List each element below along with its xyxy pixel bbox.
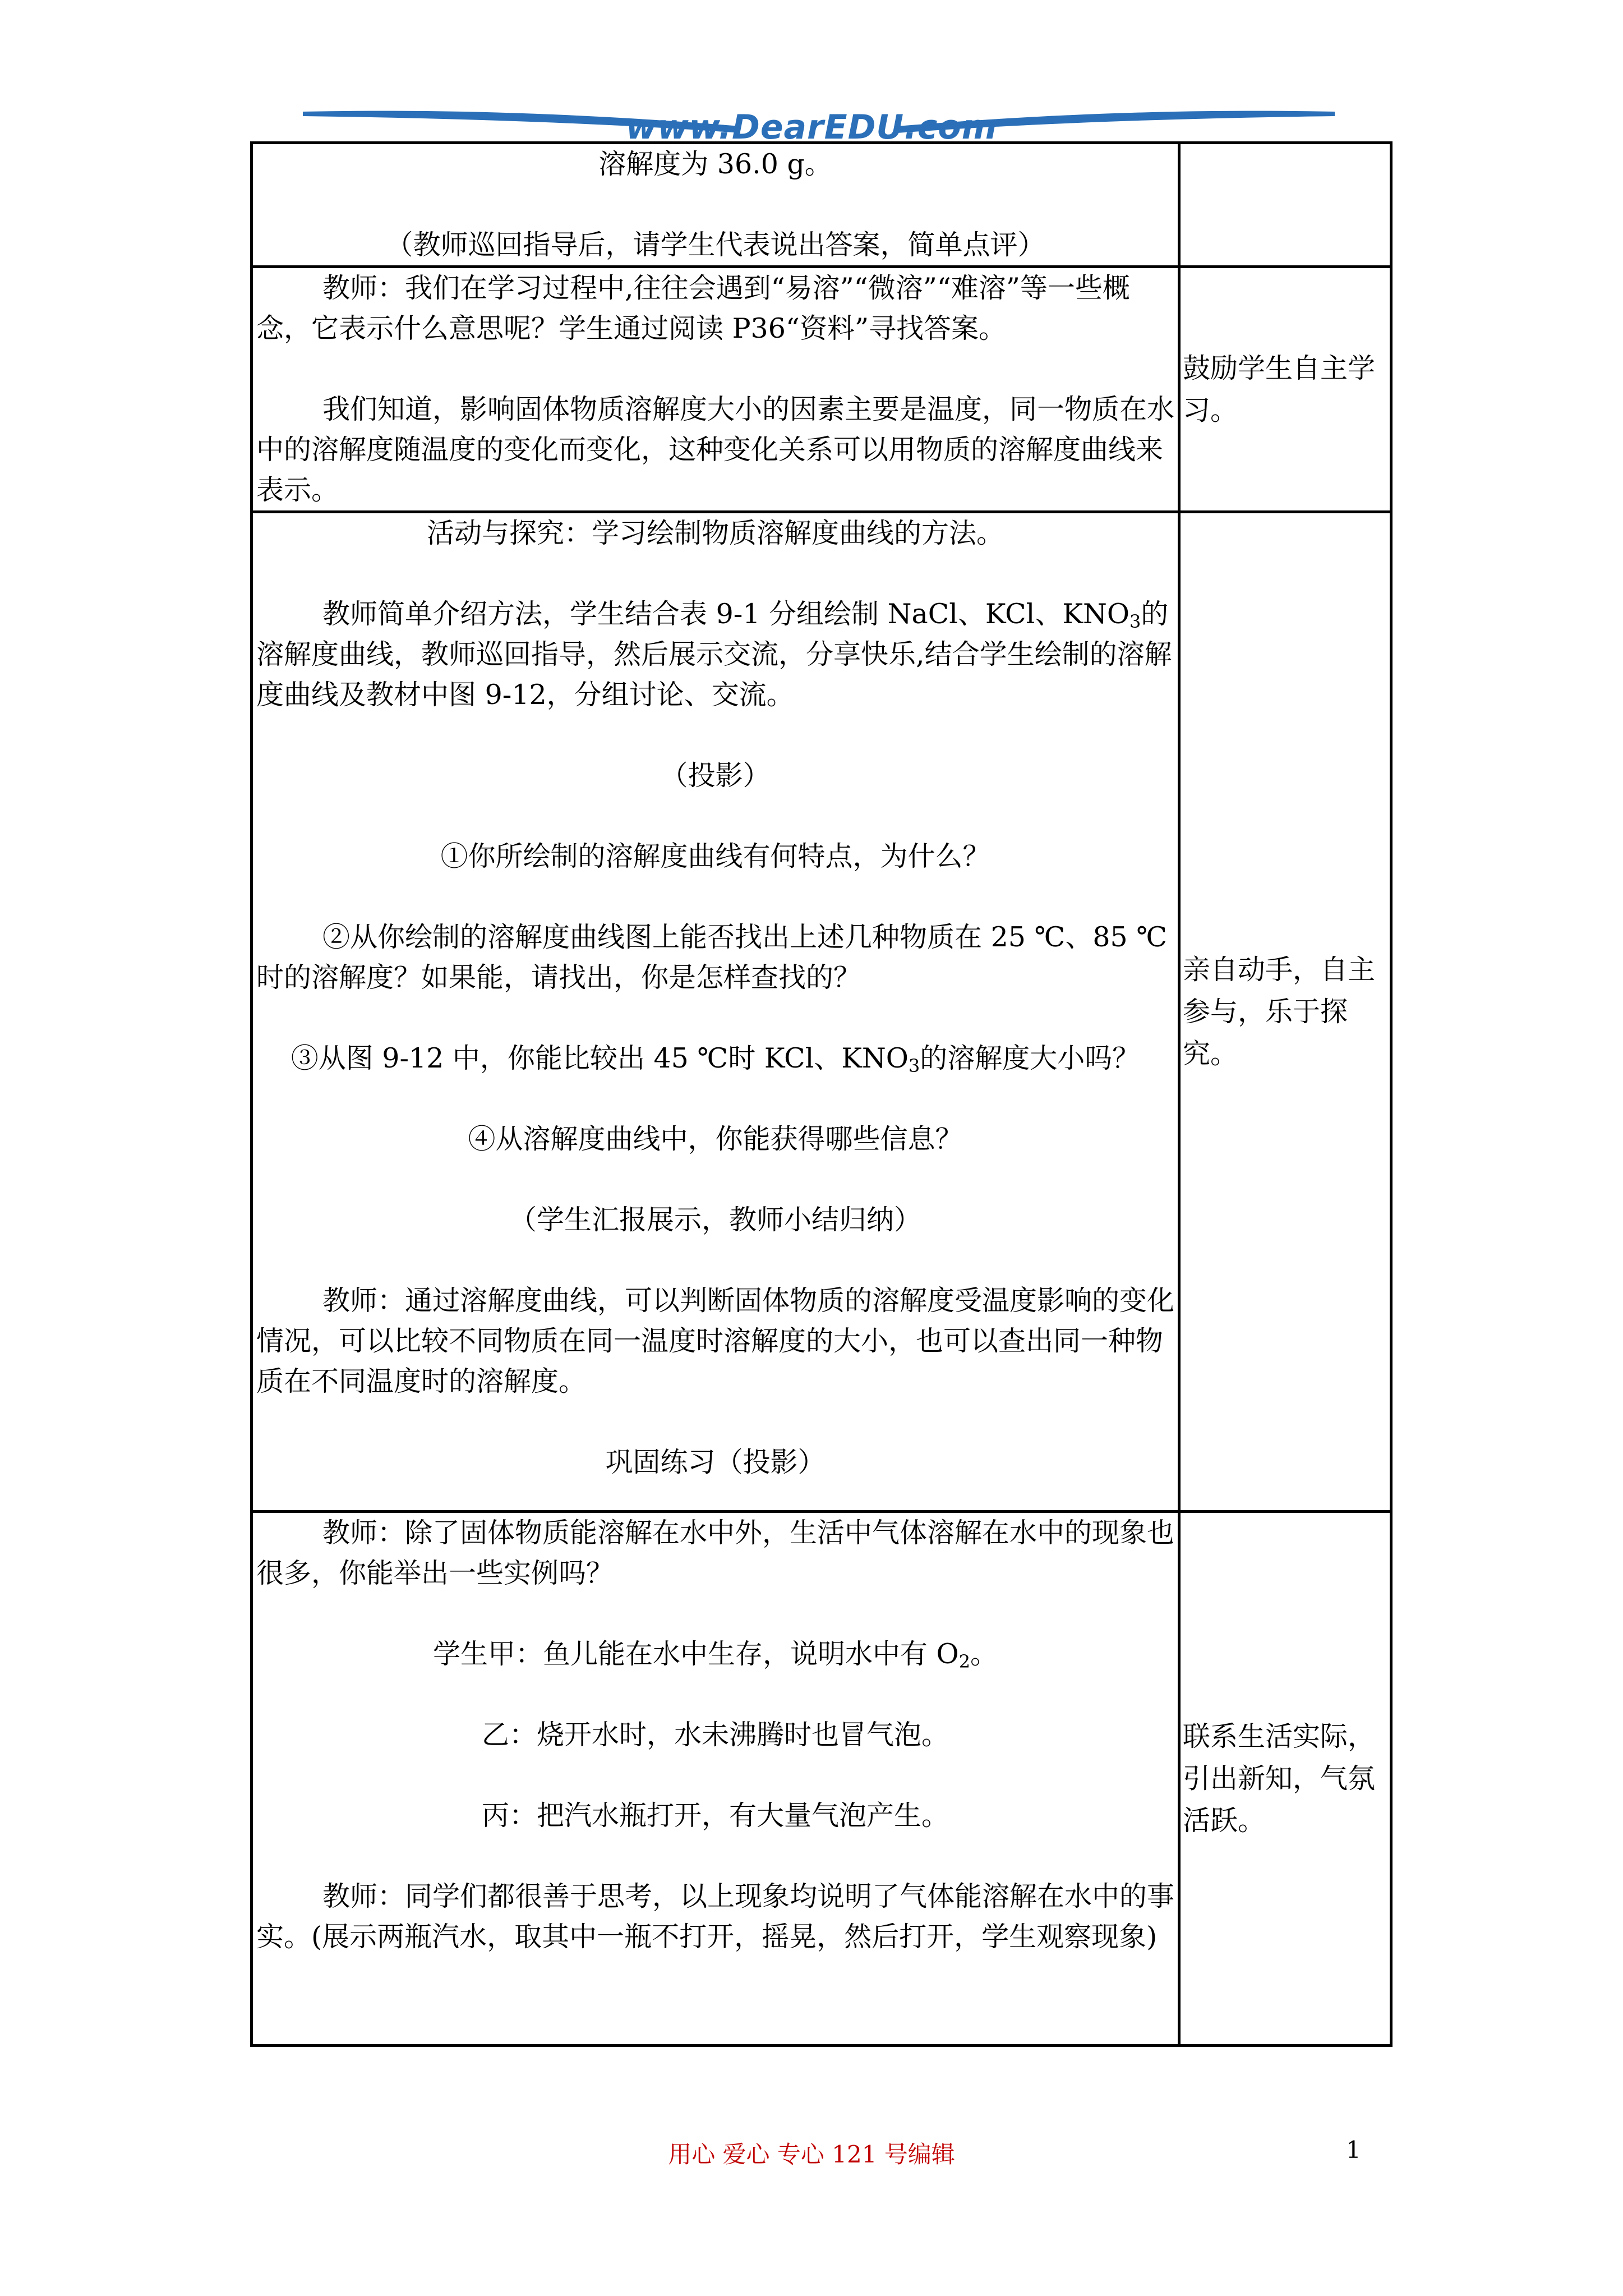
paragraph: 活动与探究：学习绘制物质溶解度曲线的方法。 <box>426 517 1004 549</box>
paragraph: 我们知道，影响固体物质溶解度大小的因素主要是温度，同一物质在水中的溶解度随温度的变化而变化，这种变化关系可以用物质的溶解度曲线来表示。 <box>256 393 1175 506</box>
table-row <box>252 512 1391 1512</box>
note-cell <box>1179 512 1391 1512</box>
paragraph: 丙：把汽水瓶打开，有大量气泡产生。 <box>481 1800 949 1832</box>
main-cell <box>252 143 1179 267</box>
page-number: 1 <box>1346 2136 1361 2164</box>
note-cell <box>1179 143 1391 267</box>
paragraph: （投影） <box>660 760 771 792</box>
teaching-note: 联系生活实际，引出新知，气氛活跃。 <box>1183 1720 1376 1837</box>
paragraph: 教师：我们在学习过程中,往往会遇到“易溶”“微溶”“难溶”等一些概念，它表示什么意思呢？学生通过阅读 P36“资料”寻找答案。 <box>256 272 1130 344</box>
paragraph: ④从溶解度曲线中，你能获得哪些信息？ <box>468 1123 963 1155</box>
teaching-note: 亲自动手，自主参与，乐于探究。 <box>1183 954 1376 1070</box>
main-cell <box>252 1512 1179 2046</box>
paragraph: ③从图 9-12 中，你能比较出 45 ℃时 KCl、$KNO_3$的溶解度大小吗？ <box>291 1042 1140 1076</box>
teaching-note: 鼓励学生自主学习。 <box>1183 352 1376 426</box>
paragraph: 教师：同学们都很善于思考，以上现象均说明了气体能溶解在水中的事实。(展示两瓶汽水，取其中一瓶不打开，摇晃，然后打开，学生观察现象) <box>256 1880 1175 1953</box>
table-row <box>252 1512 1391 2046</box>
table-row <box>252 143 1391 267</box>
main-cell <box>252 512 1179 1512</box>
paragraph: 溶解度为 36.0 g。 <box>598 148 832 180</box>
main-cell <box>252 267 1179 512</box>
paragraph: ②从你绘制的溶解度曲线图上能否找出上述几种物质在 25 ℃、85 ℃时的溶解度？如果能，请找出，你是怎样查找的？ <box>256 921 1168 993</box>
table-row <box>252 267 1391 512</box>
paragraph: （学生汇报展示，教师小结归纳） <box>509 1204 921 1236</box>
paragraph: 教师：除了固体物质能溶解在水中外，生活中气体溶解在水中的现象也很多，你能举出一些实例吗？ <box>256 1517 1175 1589</box>
note-cell <box>1179 267 1391 512</box>
paragraph: 教师：通过溶解度曲线，可以判断固体物质的溶解度受温度影响的变化情况，可以比较不同物质在同一温度时溶解度的大小，也可以查出同一种物质在不同温度时的溶解度。 <box>256 1285 1175 1397</box>
site-logo: www.DearEDU.com <box>625 108 998 147</box>
paragraph: （教师巡回指导后，请学生代表说出答案，简单点评） <box>385 229 1045 261</box>
lesson-plan-table <box>250 141 1393 2047</box>
paragraph: 乙：烧开水时，水未沸腾时也冒气泡。 <box>481 1719 949 1751</box>
note-cell <box>1179 1512 1391 2046</box>
paragraph: ①你所绘制的溶解度曲线有何特点，为什么？ <box>440 840 990 872</box>
paragraph: 巩固练习（投影） <box>605 1446 826 1478</box>
footer-slogan: 用心 爱心 专心 121 号编辑 <box>668 2141 955 2168</box>
paragraph: 教师简单介绍方法，学生结合表 9-1 分组绘制 NaCl、KCl、$KNO_3$的溶解度曲线，教师巡回指导，然后展示交流，分享快乐,结合学生绘制的溶解度曲线及教材中图 9-12，分组讨论、交流。 <box>256 598 1172 711</box>
paragraph: 学生甲：鱼儿能在水中生存，说明水中有 $O_2$。 <box>432 1638 998 1672</box>
